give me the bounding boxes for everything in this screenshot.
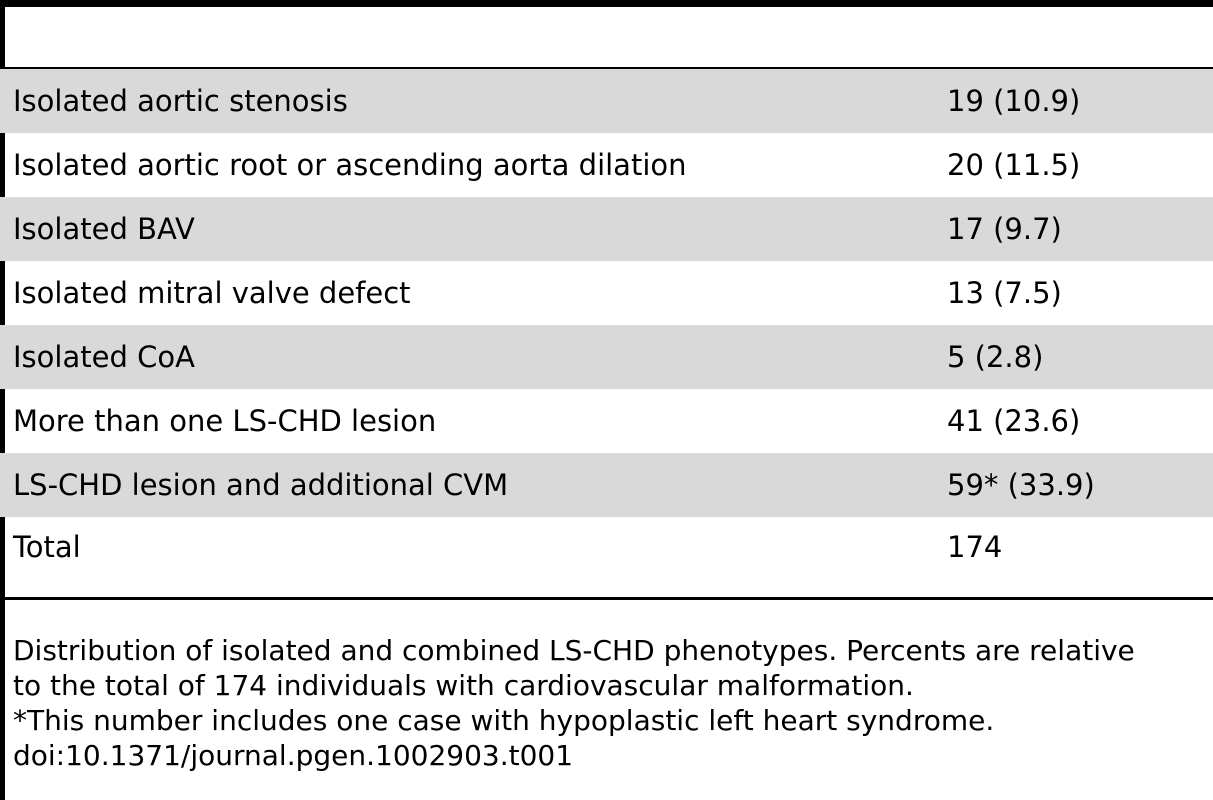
row-label: Isolated BAV — [13, 211, 195, 246]
row-value: 20 (11.5) — [947, 147, 1081, 182]
table-row — [0, 133, 1213, 197]
table-row — [0, 69, 1213, 133]
table-bottom-rule — [0, 597, 1213, 600]
table-row — [0, 325, 1213, 389]
row-label: Isolated aortic root or ascending aorta dilation — [13, 147, 687, 182]
row-label: Isolated CoA — [13, 339, 195, 374]
row-label: Total — [13, 529, 81, 564]
footnote: *This number includes one case with hypoplastic left heart syndrome. — [13, 704, 995, 737]
caption-line: to the total of 174 individuals with cardiovascular malformation. — [13, 669, 914, 702]
row-label: Isolated aortic stenosis — [13, 83, 348, 118]
table-footnotes — [13, 633, 1213, 773]
table-row — [0, 197, 1213, 261]
table-row — [0, 453, 1213, 517]
table-row — [0, 261, 1213, 325]
row-value: 41 (23.6) — [947, 403, 1081, 438]
row-label: LS-CHD lesion and additional CVM — [13, 467, 509, 502]
caption-line: Distribution of isolated and combined LS-CHD phenotypes. Percents are relative — [13, 634, 1135, 667]
table-row — [0, 389, 1213, 453]
table-top-rule — [0, 0, 1213, 7]
row-value: 17 (9.7) — [947, 211, 1062, 246]
row-label: More than one LS-CHD lesion — [13, 403, 437, 438]
row-label: Isolated mitral valve defect — [13, 275, 411, 310]
row-value: 174 — [947, 529, 1003, 564]
phenotype-table — [0, 69, 1213, 577]
row-value: 59* (33.9) — [947, 467, 1095, 502]
row-value: 13 (7.5) — [947, 275, 1062, 310]
row-value: 5 (2.8) — [947, 339, 1044, 374]
table-row-total — [0, 517, 1213, 577]
row-value: 19 (10.9) — [947, 83, 1081, 118]
doi-text: doi:10.1371/journal.pgen.1002903.t001 — [13, 739, 574, 772]
